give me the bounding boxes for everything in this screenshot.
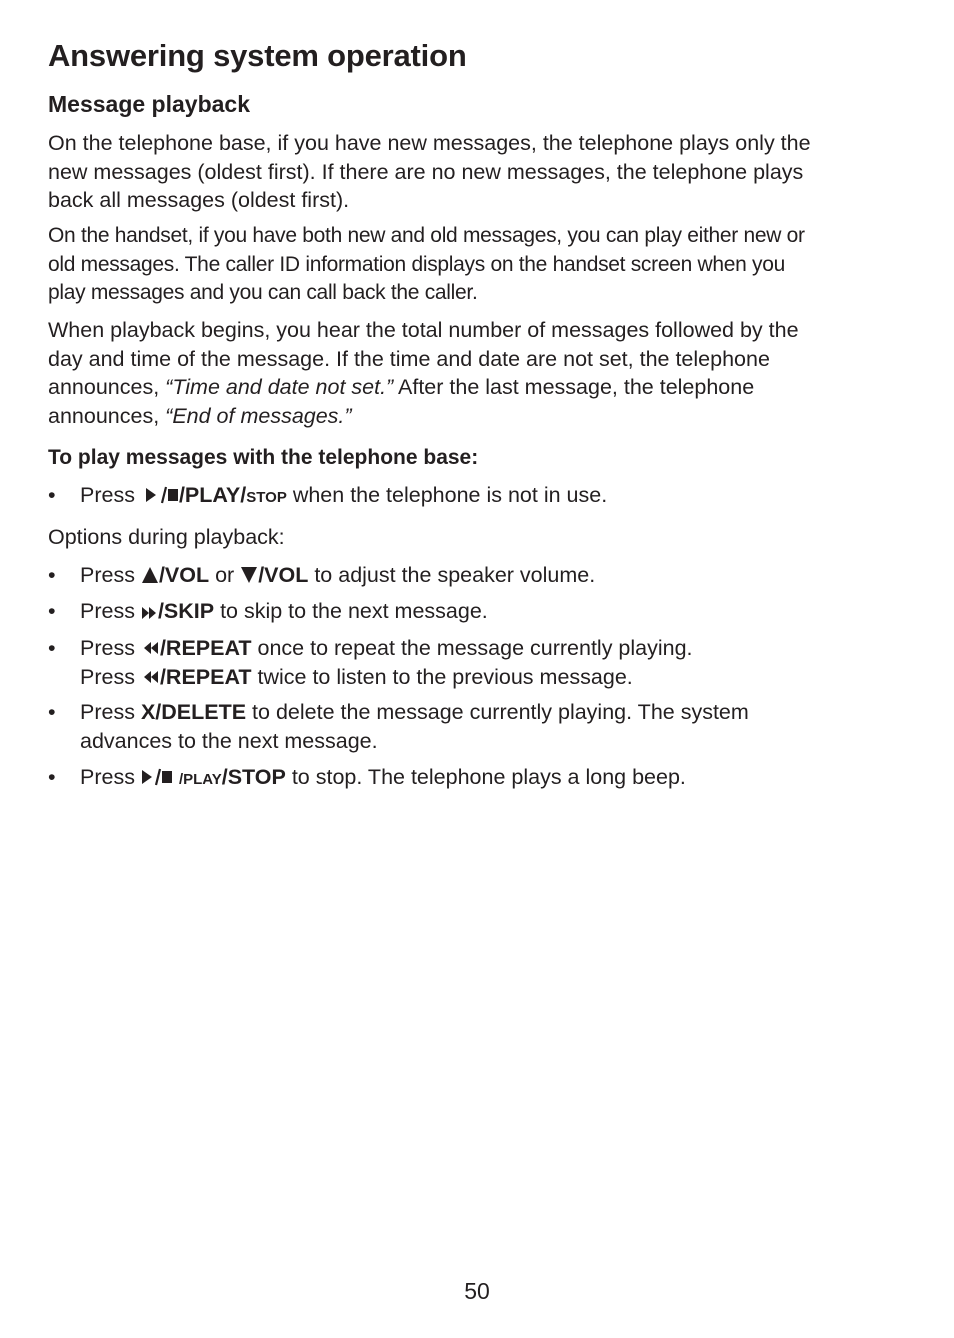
list-item-text [80, 561, 908, 590]
key-vol-label: /VOL [158, 563, 210, 587]
bullet: • [48, 483, 56, 507]
text: Press [80, 765, 141, 789]
text-line: When playback begins, you hear the total number of messages followed by the [48, 318, 799, 342]
bullet: • [48, 700, 56, 724]
text-line: back all messages (oldest first). [48, 188, 350, 212]
text: Press [80, 700, 141, 724]
volume-up-icon [141, 566, 159, 584]
text-line: advances to the next message. [80, 728, 378, 753]
text: Press [80, 664, 141, 689]
bullet: • [48, 563, 56, 587]
list-item-text [80, 634, 908, 691]
text: to skip to the next message. [214, 599, 488, 623]
text-line: old messages. The caller ID information displays on the handset screen when you [48, 252, 785, 276]
text: announces, [48, 403, 166, 428]
paragraph-base-playback [48, 129, 908, 215]
key-repeat-label: /REPEAT [159, 664, 252, 689]
text: once to repeat the message currently playing. [251, 636, 693, 660]
subsection-title: Message playback [48, 91, 251, 117]
play-stop-icon [141, 768, 179, 786]
options-heading: Options during playback: [48, 525, 285, 549]
key-vol-label: /VOL [258, 563, 309, 587]
repeat-icon [141, 670, 160, 686]
key-play-label: /PLAY [178, 771, 222, 788]
text-line: new messages (oldest first). If there are no new messages, the telephone plays [48, 159, 804, 184]
key-play-label: /PLAY/ [178, 483, 247, 507]
list-item-text [80, 597, 908, 626]
text-line [80, 698, 908, 727]
text-line: day and time of the message. If the time and date are not set, the telephone [48, 346, 770, 371]
page-number: 50 [464, 1278, 490, 1304]
text: Press [80, 563, 141, 587]
text: Press [80, 599, 141, 623]
text-line [48, 373, 908, 402]
text: twice to listen to the previous message. [251, 664, 633, 689]
list-item-text [80, 481, 908, 513]
quote-end-messages: “End of messages.” [165, 403, 352, 428]
key-repeat-label: /REPEAT [159, 636, 252, 660]
quote-time-date: “Time and date not set.” [165, 375, 394, 399]
bullet: • [48, 599, 56, 623]
text-line: On the handset, if you have both new and old messages, you can play either new or [48, 224, 805, 247]
text: After the last message, the telephone [393, 375, 755, 399]
text: when the telephone is not in use. [286, 483, 608, 507]
key-skip-label: /SKIP [157, 599, 215, 623]
key-delete-label: X/DELETE [140, 700, 247, 724]
play-stop-icon [141, 486, 179, 504]
text: announces, [48, 375, 166, 399]
text-line [80, 634, 908, 663]
key-stop-label: STOP [246, 489, 287, 506]
text: Press [80, 483, 141, 507]
base-heading: To play messages with the telephone base: [48, 446, 479, 469]
section-title: Answering system operation [48, 38, 467, 73]
paragraph-handset-playback [48, 222, 908, 308]
text-line [80, 663, 908, 692]
text-line [48, 402, 908, 431]
key-stop-label: /STOP [221, 765, 286, 789]
text: to stop. The telephone plays a long beep. [285, 765, 686, 789]
text: Press [80, 636, 141, 660]
text: or [209, 563, 241, 587]
list-item-text [80, 698, 908, 755]
repeat-icon [141, 641, 160, 657]
text: to delete the message currently playing. The system [246, 700, 749, 724]
text-line: play messages and you can call back the caller. [48, 281, 478, 304]
paragraph-playback-begins [48, 316, 908, 430]
volume-down-icon [240, 566, 258, 584]
list-item-text [80, 763, 908, 795]
skip-icon [141, 604, 158, 620]
bullet: • [48, 765, 56, 789]
bullet: • [48, 636, 56, 660]
text: to adjust the speaker volume. [308, 563, 596, 587]
text-line: On the telephone base, if you have new messages, the telephone plays only the [48, 131, 811, 155]
